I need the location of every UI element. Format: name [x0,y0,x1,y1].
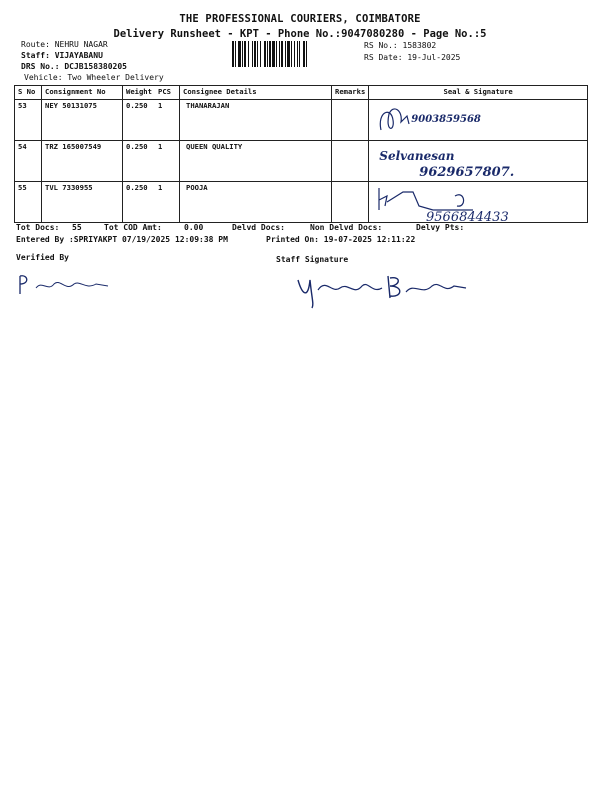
route-label: Route: NEHRU NAGAR [21,40,108,49]
verifier-signature [16,272,116,298]
rs-date: RS Date: 19-Jul-2025 [364,53,461,62]
col-signature: Seal & Signature [369,86,588,100]
tot-cod-value: 0.00 [184,223,204,232]
cell-sno: 55 [15,182,42,223]
cell-signature [369,100,588,141]
col-consignment: Consignment No [42,86,123,100]
signature-phone-overflow: 9566844433 [426,210,509,225]
company-title: THE PROFESSIONAL COURIERS, COIMBATORE [179,13,421,25]
cell-consignment: TRZ 165007549 [42,141,123,182]
printed-on: Printed On: 19-07-2025 12:11:22 [266,235,416,244]
col-remarks: Remarks [332,86,369,100]
cell-pcs: 1 [155,141,180,182]
col-pcs: PCS [155,86,180,100]
col-weight: Weight [123,86,156,100]
tot-docs-value: 55 [72,223,82,232]
staff-signature [292,270,472,310]
cell-remarks [332,182,369,223]
tot-cod-label: Tot COD Amt: [104,223,162,232]
drs-number: DRS No.: DCJB158380205 [21,62,127,71]
cell-pcs: 1 [155,182,180,223]
cell-consignee: THANARAJAN [180,100,332,141]
cell-consignee: POOJA [180,182,332,223]
cell-consignee: QUEEN QUALITY [180,141,332,182]
barcode-bar [307,41,309,67]
verified-by-label: Verified By [16,253,69,262]
cell-sno: 53 [15,100,42,141]
cell-signature [369,141,588,182]
delvd-docs-label: Delvd Docs: [232,223,285,232]
cell-sno: 54 [15,141,42,182]
delvy-pts-label: Delvy Pts: [416,223,465,232]
tot-docs-label: Tot Docs: [16,223,60,232]
col-sno: S No [15,86,42,100]
cell-weight: 0.250 [123,182,156,223]
cell-pcs: 1 [155,100,180,141]
non-delvd-docs-label: Non Delvd Docs: [310,223,383,232]
vehicle-label: Vehicle: Two Wheeler Delivery [24,73,164,82]
signature-phone: 9003859568 [411,114,481,125]
staff-signature-label: Staff Signature [276,255,349,264]
table-row [15,141,588,182]
cell-remarks [332,141,369,182]
barcode [232,41,356,67]
cell-consignment: TVL 7330955 [42,182,123,223]
cell-consignment: NEY 50131075 [42,100,123,141]
staff-label: Staff: VIJAYABANU [21,51,103,60]
cell-remarks [332,100,369,141]
cell-weight: 0.250 [123,141,156,182]
rs-number: RS No.: 1583802 [364,41,437,50]
col-consignee: Consignee Details [180,86,332,100]
entered-by: Entered By :SPRIYAKPT 07/19/2025 12:09:38 PM [16,235,228,244]
table-header-row [15,86,588,100]
signature-name: Selvanesan [379,149,455,163]
signature-phone: 9629657807. [419,165,515,180]
table-row [15,100,588,141]
cell-weight: 0.250 [123,100,156,141]
runsheet-table [14,85,588,223]
runsheet-subtitle: Delivery Runsheet - KPT - Phone No.:9047080280 - Page No.:5 [113,28,487,40]
